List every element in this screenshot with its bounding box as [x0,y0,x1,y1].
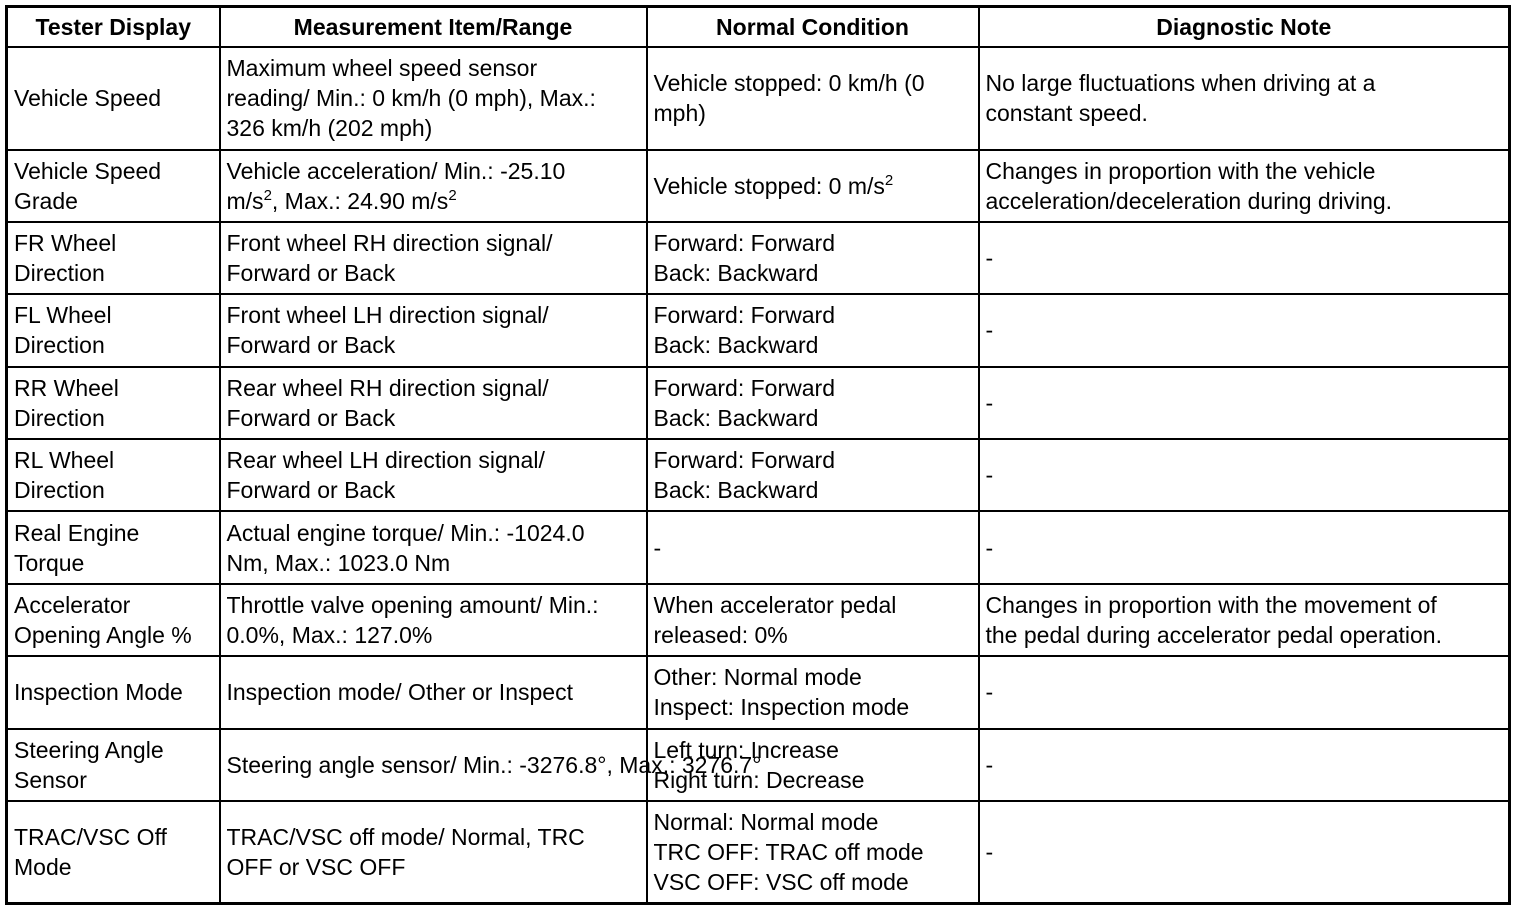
cell-text-line: Back: Backward [653,477,819,504]
cell-tester-display [7,367,220,439]
cell-text-line: Real Engine [14,519,140,546]
cell-text-line: - [985,389,994,416]
cell-diagnostic-note [979,439,1510,511]
cell-measurement-item [220,584,647,656]
cell-text-line: Accelerator [14,591,131,618]
cell-diagnostic-note [979,511,1510,583]
cell-text-line: released: 0% [653,621,788,648]
table-row [7,367,1510,439]
cell-text-line: TRC OFF: TRAC off mode [653,838,924,865]
cell-text-line: TRAC/VSC off mode/ Normal, TRC [226,823,585,850]
cell-text-line: 326 km/h (202 mph) [226,115,433,142]
cell-measurement-item [220,511,647,583]
cell-tester-display [7,584,220,656]
cell-text-line: Left turn: Increase [653,736,839,763]
cell-text-line: Steering Angle [14,736,164,763]
cell-text-line: RL Wheel [14,447,115,474]
cell-normal-condition [647,439,979,511]
cell-tester-display [7,47,220,150]
cell-text-line: acceleration/deceleration during driving. [985,187,1393,214]
cell-diagnostic-note [979,801,1510,904]
cell-diagnostic-note [979,222,1510,294]
cell-normal-condition [647,222,979,294]
cell-text-line: Inspection Mode [14,679,183,706]
cell-text-line: Throttle valve opening amount/ Min.: [226,591,599,618]
cell-text-line: Vehicle Speed [14,85,162,112]
data-list-table [5,5,1511,905]
cell-tester-display [7,222,220,294]
cell-text-line: Forward: Forward [653,230,835,257]
table-row [7,222,1510,294]
cell-text-line: Changes in proportion with the vehicle [985,157,1376,184]
cell-text-line: Back: Backward [653,404,819,431]
cell-tester-display [7,656,220,728]
cell-measurement-item [220,439,647,511]
cell-text-line: Forward: Forward [653,447,835,474]
header-tester-display: Tester Display [7,7,220,48]
cell-tester-display [7,439,220,511]
cell-diagnostic-note [979,294,1510,366]
cell-text-line: FR Wheel [14,230,117,257]
cell-text-line: Direction [14,477,105,504]
cell-text-line: Changes in proportion with the movement of [985,591,1437,618]
cell-text-line: - [985,317,994,344]
cell-text-line: Vehicle Speed [14,157,162,184]
table-row [7,47,1510,150]
cell-text-line: OFF or VSC OFF [226,853,406,880]
cell-text-line: 0.0%, Max.: 127.0% [226,621,433,648]
cell-measurement-item [220,367,647,439]
cell-tester-display [7,511,220,583]
cell-tester-display [7,294,220,366]
cell-diagnostic-note [979,367,1510,439]
cell-text-line: Vehicle stopped: 0 km/h (0 [653,70,925,97]
cell-diagnostic-note [979,656,1510,728]
cell-text-line: Direction [14,260,105,287]
cell-text-line: Direction [14,332,105,359]
cell-text-line: Vehicle stopped: 0 $m/s^2$ [653,171,894,199]
cell-text-line: Front wheel LH direction signal/ [226,302,549,329]
cell-text-line: the pedal during accelerator pedal operation. [985,621,1442,648]
cell-text-line: Actual engine torque/ Min.: -1024.0 [226,519,585,546]
cell-text-line: reading/ Min.: 0 km/h (0 mph), Max.: [226,85,596,112]
cell-text-line: mph) [653,100,706,127]
cell-normal-condition [647,294,979,366]
table-row [7,729,1510,801]
cell-text-line: Vehicle acceleration/ Min.: -25.10 [226,157,566,184]
cell-text-line: Forward or Back [226,477,396,504]
cell-text-line: TRAC/VSC Off [14,823,167,850]
cell-text-line: Forward or Back [226,332,396,359]
cell-text-line: Normal: Normal mode [653,808,879,835]
cell-text-line: Mode [14,853,72,880]
cell-diagnostic-note [979,150,1510,222]
cell-text-line: RR Wheel [14,374,119,401]
cell-text-line: - [653,534,662,561]
header-diagnostic-note: Diagnostic Note [979,7,1510,48]
cell-text-line: Other: Normal mode [653,664,862,691]
cell-text-line: No large fluctuations when driving at a [985,70,1376,97]
cell-text-line: FL Wheel [14,302,112,329]
cell-diagnostic-note [979,584,1510,656]
cell-normal-condition [647,801,979,904]
cell-text-line: - [985,679,994,706]
cell-measurement-item [220,294,647,366]
cell-text-line: Forward: Forward [653,374,835,401]
cell-tester-display [7,150,220,222]
cell-tester-display [7,729,220,801]
cell-measurement-item [220,656,647,728]
cell-text-line: Torque [14,549,85,576]
cell-text-line: Direction [14,404,105,431]
cell-text-line: - [985,751,994,778]
cell-measurement-item [220,222,647,294]
cell-text-line: Steering angle sensor/ Min.: -3276.8°, Max.: 3276.7° [226,751,762,778]
cell-text-line: Back: Backward [653,332,819,359]
cell-text-line: - [985,245,994,272]
cell-text-line: - [985,838,994,865]
cell-text-line: Forward or Back [226,260,396,287]
cell-normal-condition [647,150,979,222]
cell-text-line: Rear wheel LH direction signal/ [226,447,545,474]
cell-text-line: Inspection mode/ Other or Inspect [226,679,573,706]
cell-normal-condition [647,584,979,656]
cell-measurement-item [220,801,647,904]
table-row [7,656,1510,728]
cell-measurement-item [220,47,647,150]
cell-normal-condition [647,367,979,439]
cell-text-line: constant speed. [985,100,1148,127]
cell-text-line: - [985,534,994,561]
cell-normal-condition [647,656,979,728]
cell-text-line: Forward or Back [226,404,396,431]
cell-normal-condition [647,511,979,583]
cell-measurement-item [220,150,647,222]
cell-text-line: Grade [14,187,78,214]
cell-text-line: Maximum wheel speed sensor [226,55,538,82]
cell-text-line: $m/s^2$, Max.: 24.90 $m/s^2$ [226,186,457,214]
cell-text-line: Inspect: Inspection mode [653,694,910,721]
table-row [7,801,1510,904]
cell-diagnostic-note [979,729,1510,801]
cell-text-line: VSC OFF: VSC off mode [653,868,909,895]
cell-text-line: When accelerator pedal [653,591,897,618]
cell-text-line: Right turn: Decrease [653,766,865,793]
cell-text-line: Forward: Forward [653,302,835,329]
header-row [7,7,1510,48]
table-row [7,294,1510,366]
table-row [7,150,1510,222]
table-row [7,439,1510,511]
cell-text-line: Rear wheel RH direction signal/ [226,374,549,401]
cell-diagnostic-note [979,47,1510,150]
cell-text-line: Back: Backward [653,260,819,287]
cell-text-line: - [985,462,994,489]
header-measurement-item: Measurement Item/Range [220,7,647,48]
cell-normal-condition [647,47,979,150]
cell-normal-condition [647,729,979,801]
table-body [7,47,1510,904]
cell-text-line: Nm, Max.: 1023.0 Nm [226,549,451,576]
table-row [7,584,1510,656]
cell-tester-display [7,801,220,904]
cell-text-line: Opening Angle % [14,621,192,648]
table-row [7,511,1510,583]
cell-text-line: Sensor [14,766,87,793]
cell-text-line: Front wheel RH direction signal/ [226,230,553,257]
header-normal-condition: Normal Condition [647,7,979,48]
